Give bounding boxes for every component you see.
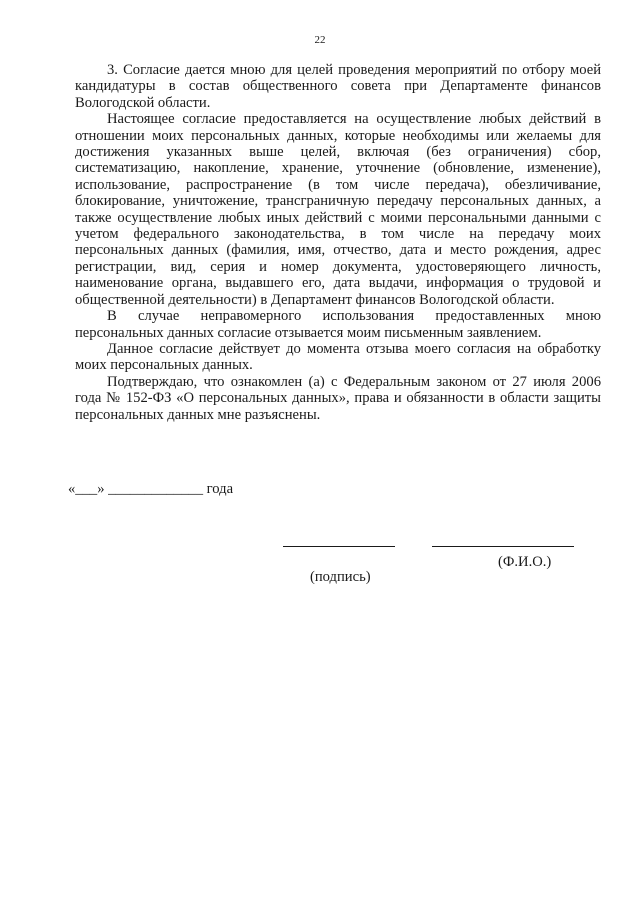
name-label: (Ф.И.О.): [498, 554, 552, 570]
page-number: 22: [314, 34, 326, 46]
name-line: [432, 546, 574, 547]
paragraph-scope: Настоящее согласие предоставляется на осуществление любых действий в отношении моих персональных данных, которые необходимы или желаемы для достижения указанных выше целей, включая (без ограничения) сбор, систематизацию, накопление, хранение, уточнение (обновление, изменение), использование, распространение (в том числе передача), обезличивание, блокирование, уничтожение, трансграничную передачу персональных данных, а также осуществление любых иных действий с моими персональными данными с учетом федерального законодательства, в том числе на передачу моих персональных данных (фамилия, имя, отчество, дата и место рождения, адрес регистрации, вид, серия и номер документа, удостоверяющего личность, наименование органа, выдавшего его, дата выдачи, информация о трудовой и общественной деятельности) в Департамент финансов Вологодской области.: [75, 111, 601, 308]
paragraph-purpose: 3. Согласие дается мною для целей проведения мероприятий по отбору моей кандидатуры в состав общественного совета при Департаменте финансов Вологодской области.: [75, 62, 601, 111]
signature-label: (подпись): [310, 569, 371, 585]
consent-body: [75, 62, 601, 423]
date-line: «___» _____________ года: [68, 481, 234, 497]
signature-line: [283, 546, 395, 547]
paragraph-validity: Данное согласие действует до момента отзыва моего согласия на обработку моих персональных данных.: [75, 340, 601, 374]
paragraph-confirmation: Подтверждаю, что ознакомлен (а) с Федеральным законом от 27 июля 2006 года № 152-ФЗ «О персональных данных», права и обязанности в области защиты персональных данных мне разъяснены.: [75, 373, 601, 423]
paragraph-revocation: В случае неправомерного использования предоставленных мною персональных данных согласие отзывается моим письменным заявлением.: [75, 308, 601, 341]
